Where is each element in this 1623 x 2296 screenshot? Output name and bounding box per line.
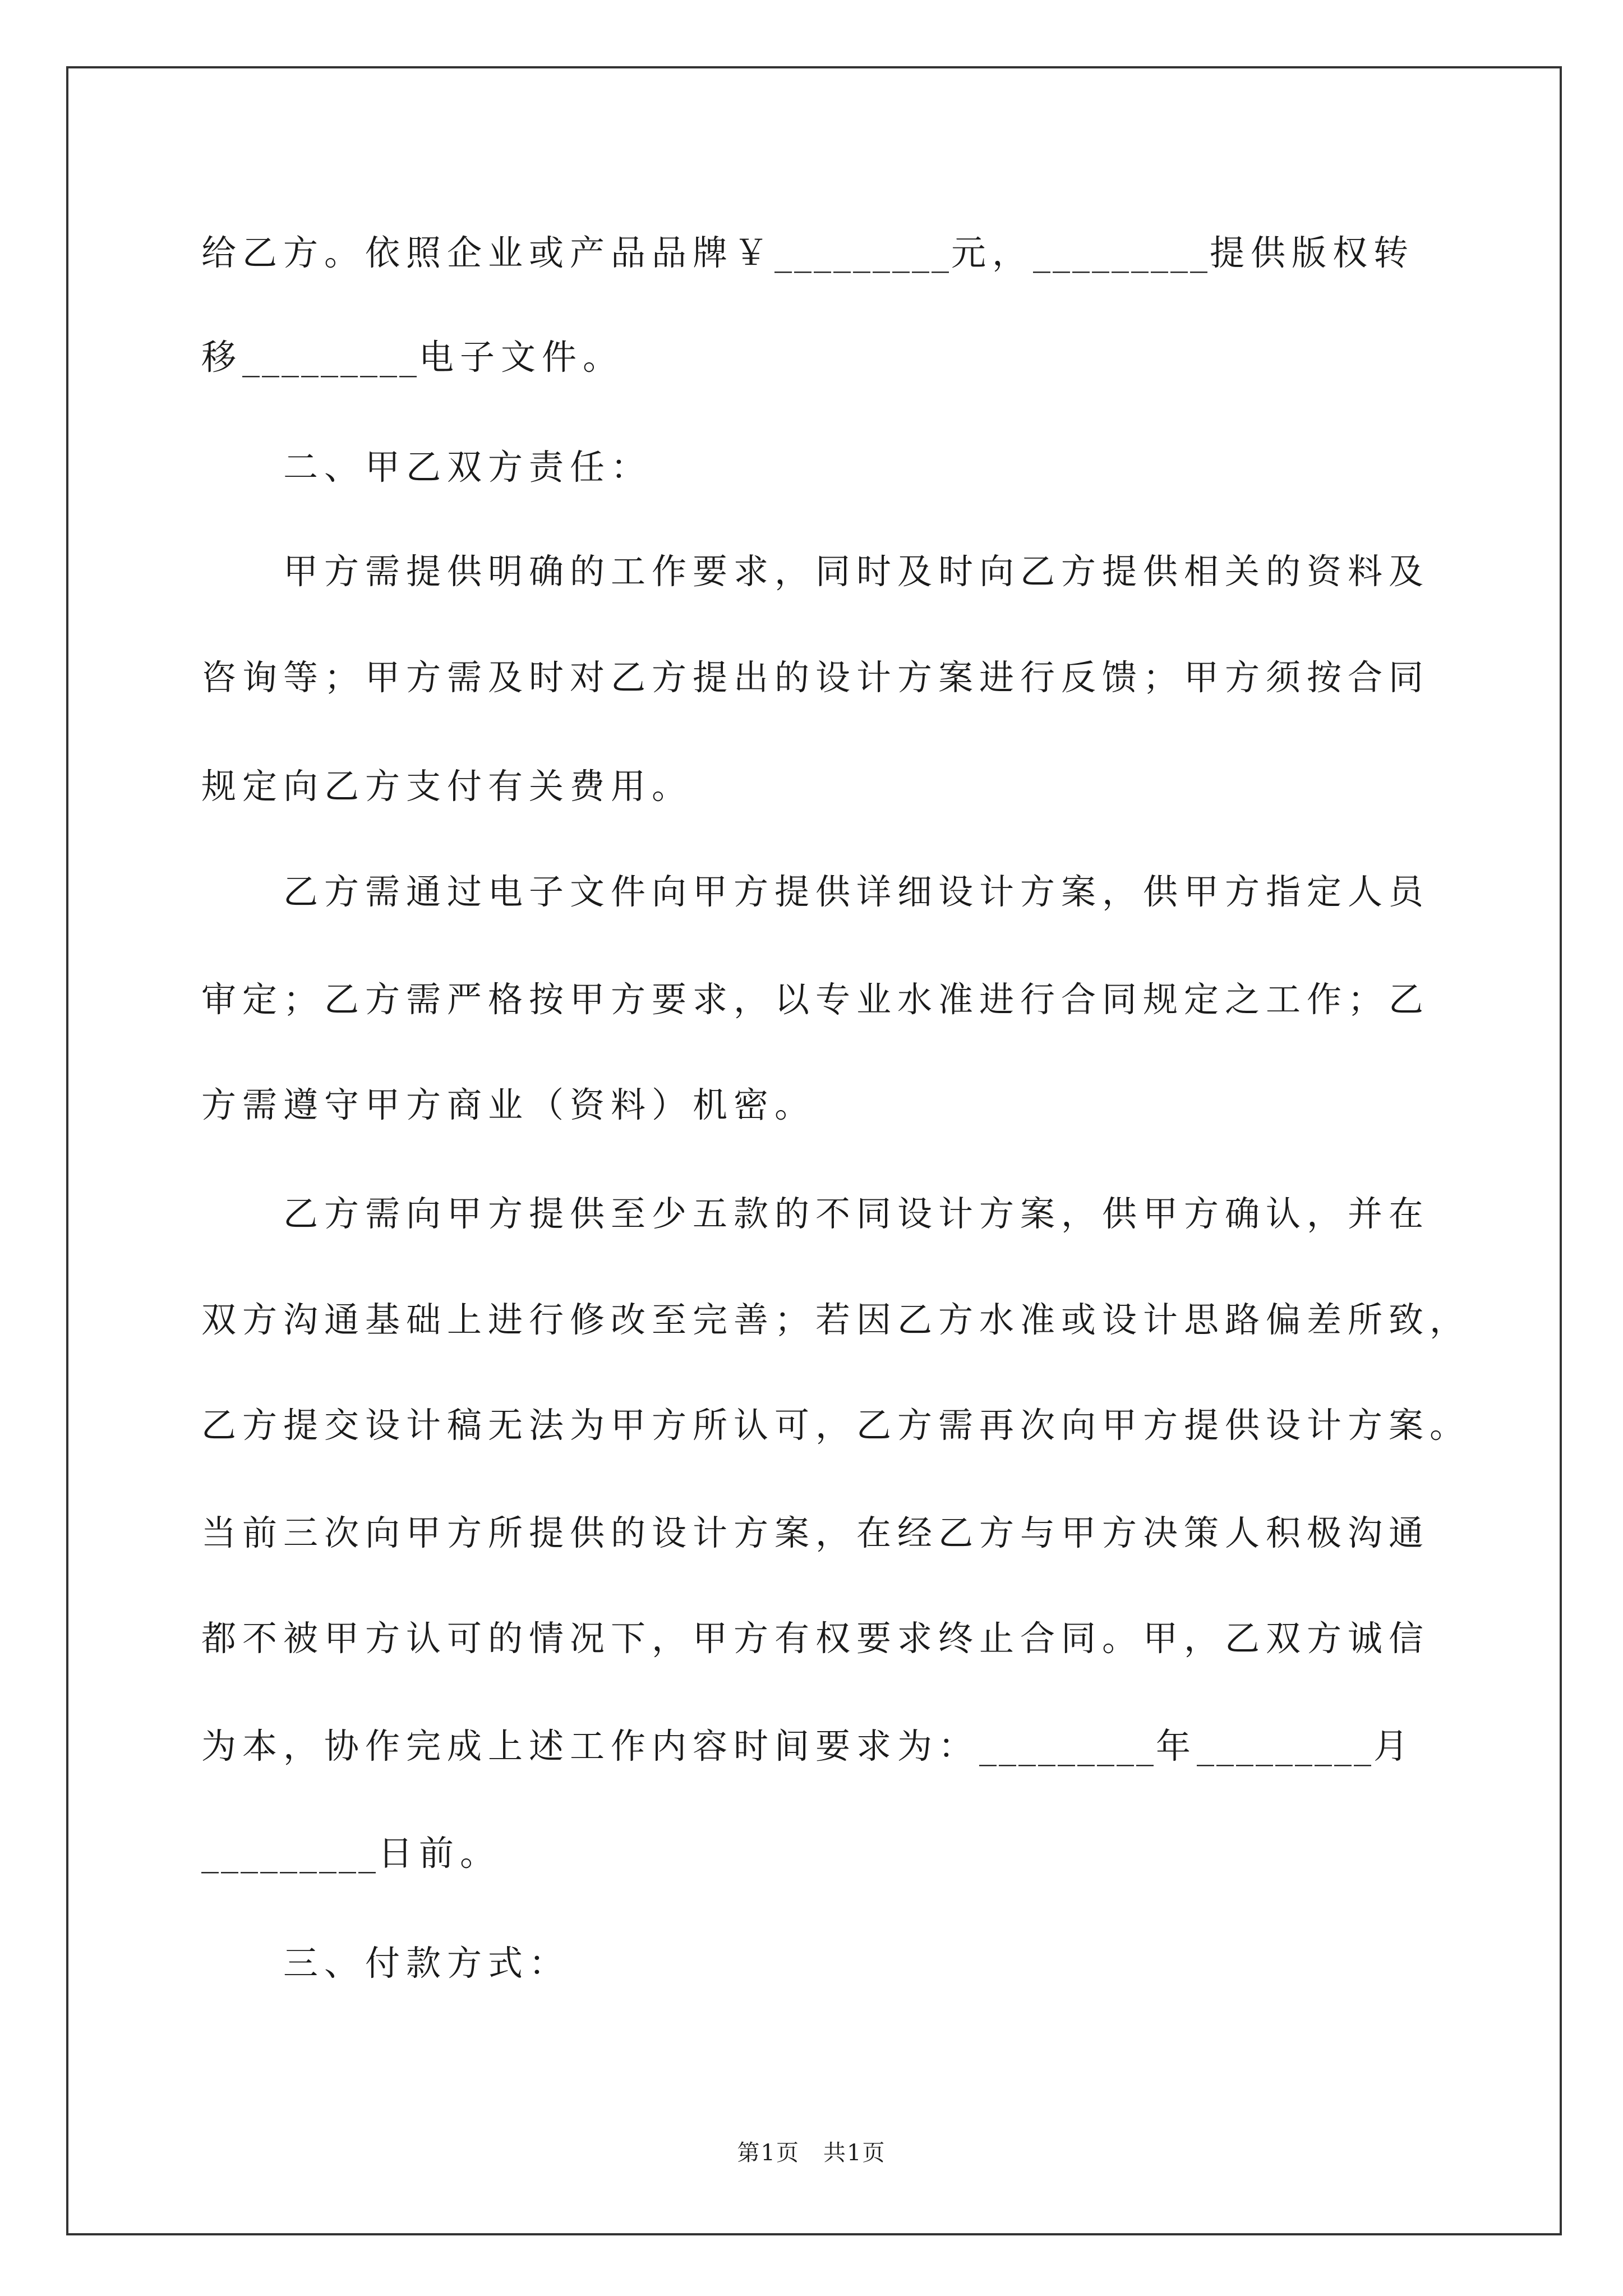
blank-field: _________ (201, 1833, 378, 1874)
blank-field: _________ (1197, 1726, 1374, 1766)
text-line: 甲方需提供明确的工作要求，同时及时向乙方提供相关的资料及 (283, 551, 1430, 592)
text-line: 乙方提交设计稿无法为甲方所认可，乙方需再次向甲方提供设计方案。 (201, 1405, 1471, 1446)
text-line: 为本，协作完成上述工作内容时间要求为：_________年_________月 (201, 1726, 1415, 1766)
page-footer: 第1页 共1页 (737, 2140, 886, 2166)
text-line: 乙方需向甲方提供至少五款的不同设计方案，供甲方确认，并在 (283, 1193, 1430, 1234)
blank-field: _________ (774, 232, 952, 273)
blank-field: _________ (1033, 232, 1210, 273)
text-line: 规定向乙方支付有关费用。 (201, 766, 693, 807)
text-line: 咨询等；甲方需及时对乙方提出的设计方案进行反馈；甲方须按合同 (201, 657, 1430, 698)
text-line: _________日前。 (201, 1833, 501, 1874)
text-line: 审定；乙方需严格按甲方要求，以专业水准进行合同规定之工作；乙 (201, 979, 1430, 1020)
text-line: 乙方需通过电子文件向甲方提供详细设计方案，供甲方指定人员 (283, 871, 1430, 912)
text-line: 都不被甲方认可的情况下，甲方有权要求终止合同。甲，乙双方诚信 (201, 1618, 1430, 1659)
text-line: 方需遵守甲方商业（资料）机密。 (201, 1084, 816, 1125)
text-line: 双方沟通基础上进行修改至完善；若因乙方水准或设计思路偏差所致， (201, 1299, 1471, 1340)
section-heading-responsibilities: 二、甲乙双方责任： (283, 447, 652, 487)
text-line: 给乙方。依照企业或产品品牌￥_________元，_________提供版权转 (201, 232, 1415, 273)
blank-field: _________ (979, 1726, 1156, 1766)
section-heading-payment: 三、付款方式： (283, 1943, 570, 1984)
text-line: 移_________电子文件。 (201, 337, 624, 378)
text-line: 当前三次向甲方所提供的设计方案，在经乙方与甲方决策人积极沟通 (201, 1512, 1430, 1553)
page-border (66, 66, 1562, 2235)
blank-field: _________ (242, 337, 419, 378)
